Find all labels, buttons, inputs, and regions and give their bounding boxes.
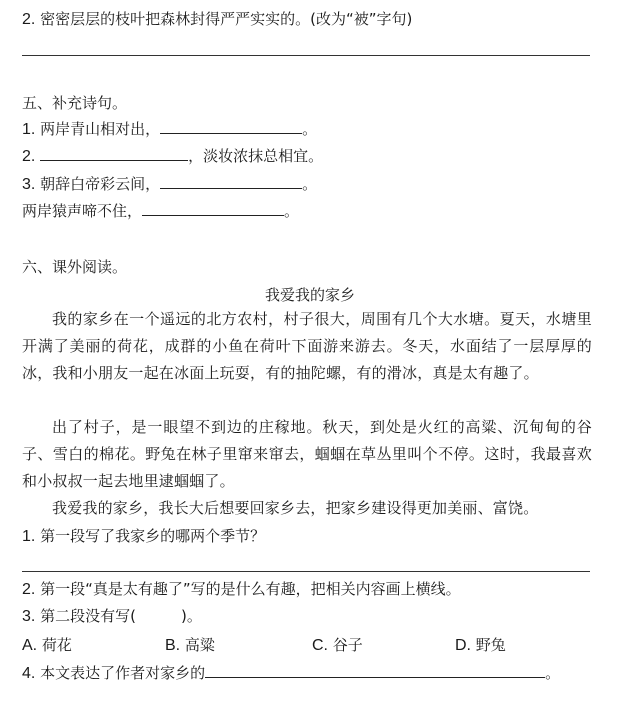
poem-item-3 — [22, 173, 317, 196]
question-text: 第一段“真是太有趣了”写的是什么有趣，把相关内容画上横线。 — [40, 580, 461, 598]
item-number: 3. — [22, 176, 36, 193]
reading-question-3 — [22, 605, 202, 628]
fill-blank[interactable] — [142, 200, 284, 216]
poem-punct: 。 — [302, 175, 318, 193]
poem-item-4 — [22, 200, 299, 222]
fill-blank[interactable] — [160, 118, 302, 134]
fill-blank[interactable] — [205, 662, 545, 678]
poem-punct: 。 — [302, 120, 318, 138]
question-text: 本文表达了作者对家乡的 — [40, 664, 206, 682]
fill-blank[interactable] — [40, 145, 188, 161]
question-punct: 。 — [545, 664, 561, 682]
question-text: 第二段没有写( )。 — [40, 607, 202, 625]
section-5-heading: 五、补充诗句。 — [22, 94, 128, 112]
passage-paragraph-3: 我爱我的家乡，我长大后想要回家乡去，把家乡建设得更加美丽、富饶。 — [52, 499, 539, 517]
reading-question-4 — [22, 662, 560, 685]
section-6-heading: 六、课外阅读。 — [22, 258, 128, 276]
option-letter: A. — [22, 637, 38, 654]
reading-question-1 — [22, 525, 265, 548]
option-text: 高粱 — [184, 636, 215, 654]
option-text: 谷子 — [332, 636, 363, 654]
question-text: 第一段写了我家乡的哪两个季节？ — [40, 527, 266, 545]
poem-line-text: ，淡妆浓抹总相宜。 — [188, 147, 324, 165]
option-letter: B. — [165, 637, 181, 654]
top-question-2 — [22, 8, 412, 31]
answer-line[interactable] — [22, 571, 590, 572]
option-c[interactable] — [312, 634, 363, 657]
passage-paragraph-2: 出了村子，是一眼望不到边的庄稼地。秋天，到处是火红的高粱、沉甸甸的谷子、雪白的棉花。野兔在林子里窜来窜去，蝈蝈在草丛里叫个不停。这时，我最喜欢和小叔叔一起去地里逮蝈蝈了。 — [22, 418, 592, 490]
option-text: 野兔 — [475, 636, 506, 654]
poem-line-text: 两岸青山相对出， — [40, 120, 161, 138]
reading-question-2 — [22, 578, 461, 601]
item-number: 2. — [22, 148, 36, 165]
answer-line[interactable] — [22, 55, 590, 56]
option-letter: C. — [312, 637, 328, 654]
poem-line-text: 两岸猿声啼不住， — [22, 202, 143, 220]
question-number: 2. — [22, 581, 36, 598]
option-text: 荷花 — [41, 636, 72, 654]
question-number: 3. — [22, 608, 36, 625]
poem-line-text: 朝辞白帝彩云间， — [40, 175, 161, 193]
question-number: 4. — [22, 665, 36, 682]
poem-punct: 。 — [284, 202, 300, 220]
option-b[interactable] — [165, 634, 215, 657]
option-d[interactable] — [455, 634, 506, 657]
question-number: 2. — [22, 11, 36, 28]
poem-item-1 — [22, 118, 317, 141]
passage-paragraph-1: 我的家乡在一个遥远的北方农村，村子很大，周围有几个大水塘。夏天，水塘里开满了美丽的荷花，成群的小鱼在荷叶下面游来游去。冬天，水面结了一层厚厚的冰，我和小朋友一起在冰面上玩耍，有的抽陀螺，有的滑冰，真是太有趣了。 — [22, 310, 592, 382]
option-a[interactable] — [22, 634, 72, 657]
poem-item-2 — [22, 145, 323, 168]
question-text: 密密层层的枝叶把森林封得严严实实的。(改为“被”字句) — [40, 10, 413, 28]
option-letter: D. — [455, 637, 471, 654]
item-number: 1. — [22, 121, 36, 138]
question-number: 1. — [22, 528, 36, 545]
fill-blank[interactable] — [160, 173, 302, 189]
passage-title: 我爱我的家乡 — [264, 286, 355, 304]
